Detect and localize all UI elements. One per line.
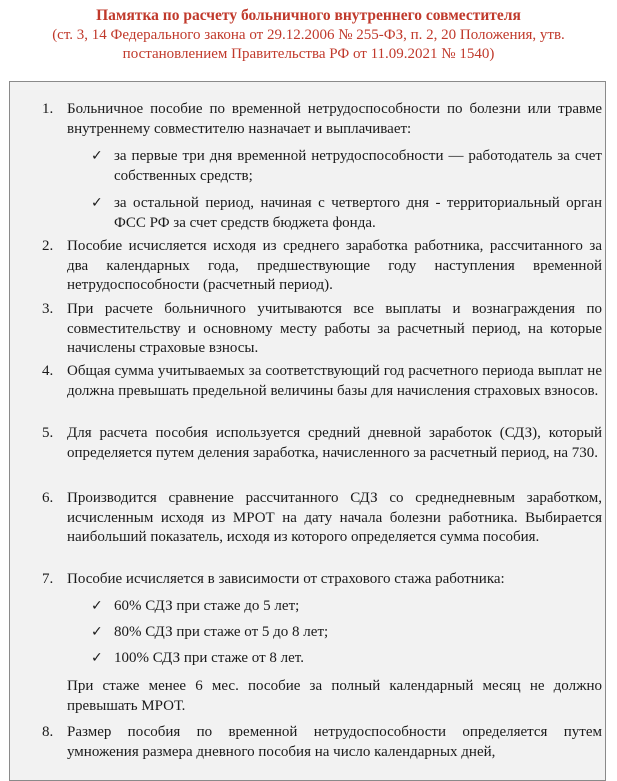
item-text: Пособие исчисляется в зависимости от страхового стажа работника: <box>67 571 505 587</box>
check-icon: ✓ <box>91 624 103 640</box>
item-number: 4. <box>42 363 54 379</box>
check-icon: ✓ <box>91 195 103 211</box>
subtitle-line-2: постановлением Правительства РФ от 11.09.2021 № 1540) <box>122 46 495 62</box>
item-text: Больничное пособие по временной нетрудоспособности по болезни или травме внутреннему совместителю назначает и выплачивает: <box>67 101 602 137</box>
bullet-text: 60% СДЗ при стаже до 5 лет; <box>114 598 300 614</box>
note-text: При стаже менее 6 мес. пособие за полный календарный месяц не должно превышать МРОТ. <box>67 678 602 714</box>
item-text: Общая сумма учитываемых за соответствующий год расчетного периода выплат не должна превышать предельной величины базы для начисления страховых взносов. <box>67 363 602 399</box>
item-text: Производится сравнение рассчитанного СДЗ со среднедневным заработком, исчисленным исходя из МРОТ на дату начала болезни работника. Выбирается наибольший показатель, исходя из которого определяется сумма пособия. <box>67 490 602 545</box>
bullet-text: 100% СДЗ при стаже от 8 лет. <box>114 650 304 666</box>
bullet-text: за остальной период, начиная с четвертого дня - территориальный орган ФСС РФ за счет средств бюджета фонда. <box>114 195 602 231</box>
item-text: Для расчета пособия используется средний дневной заработок (СДЗ), который определяется путем деления заработка, начисленного за расчетный период, на 730. <box>67 425 602 461</box>
item-text: При расчете больничного учитываются все выплаты и вознаграждения по совместительству и основному месту работы за расчетный период, на которые начислены страховые взносы. <box>67 301 602 356</box>
bullet-text: за первые три дня временной нетрудоспособности — работодатель за счет собственных средств; <box>114 148 602 184</box>
check-icon: ✓ <box>91 598 103 614</box>
item-number: 7. <box>42 571 54 587</box>
memo-box <box>9 81 606 781</box>
page-title: Памятка по расчету больничного внутреннего совместителя <box>96 7 521 24</box>
item-text: Размер пособия по временной нетрудоспособности определяется путем умножения размера дневного пособия на число календарных дней, <box>67 724 602 760</box>
item-text: Пособие исчисляется исходя из среднего заработка работника, рассчитанного за два календарных года, предшествующие году наступления временной нетрудоспособности (расчетный период). <box>67 238 602 293</box>
check-icon: ✓ <box>91 148 103 164</box>
document-header <box>0 0 617 64</box>
item-number: 5. <box>42 425 54 441</box>
item-number: 8. <box>42 724 54 740</box>
item-number: 2. <box>42 238 54 254</box>
item-number: 1. <box>42 101 54 117</box>
subtitle-line-1: (ст. 3, 14 Федерального закона от 29.12.2006 № 255-ФЗ, п. 2, 20 Положения, утв. <box>52 27 565 43</box>
item-number: 6. <box>42 490 54 506</box>
item-number: 3. <box>42 301 54 317</box>
bullet-text: 80% СДЗ при стаже от 5 до 8 лет; <box>114 624 329 640</box>
check-icon: ✓ <box>91 650 103 666</box>
